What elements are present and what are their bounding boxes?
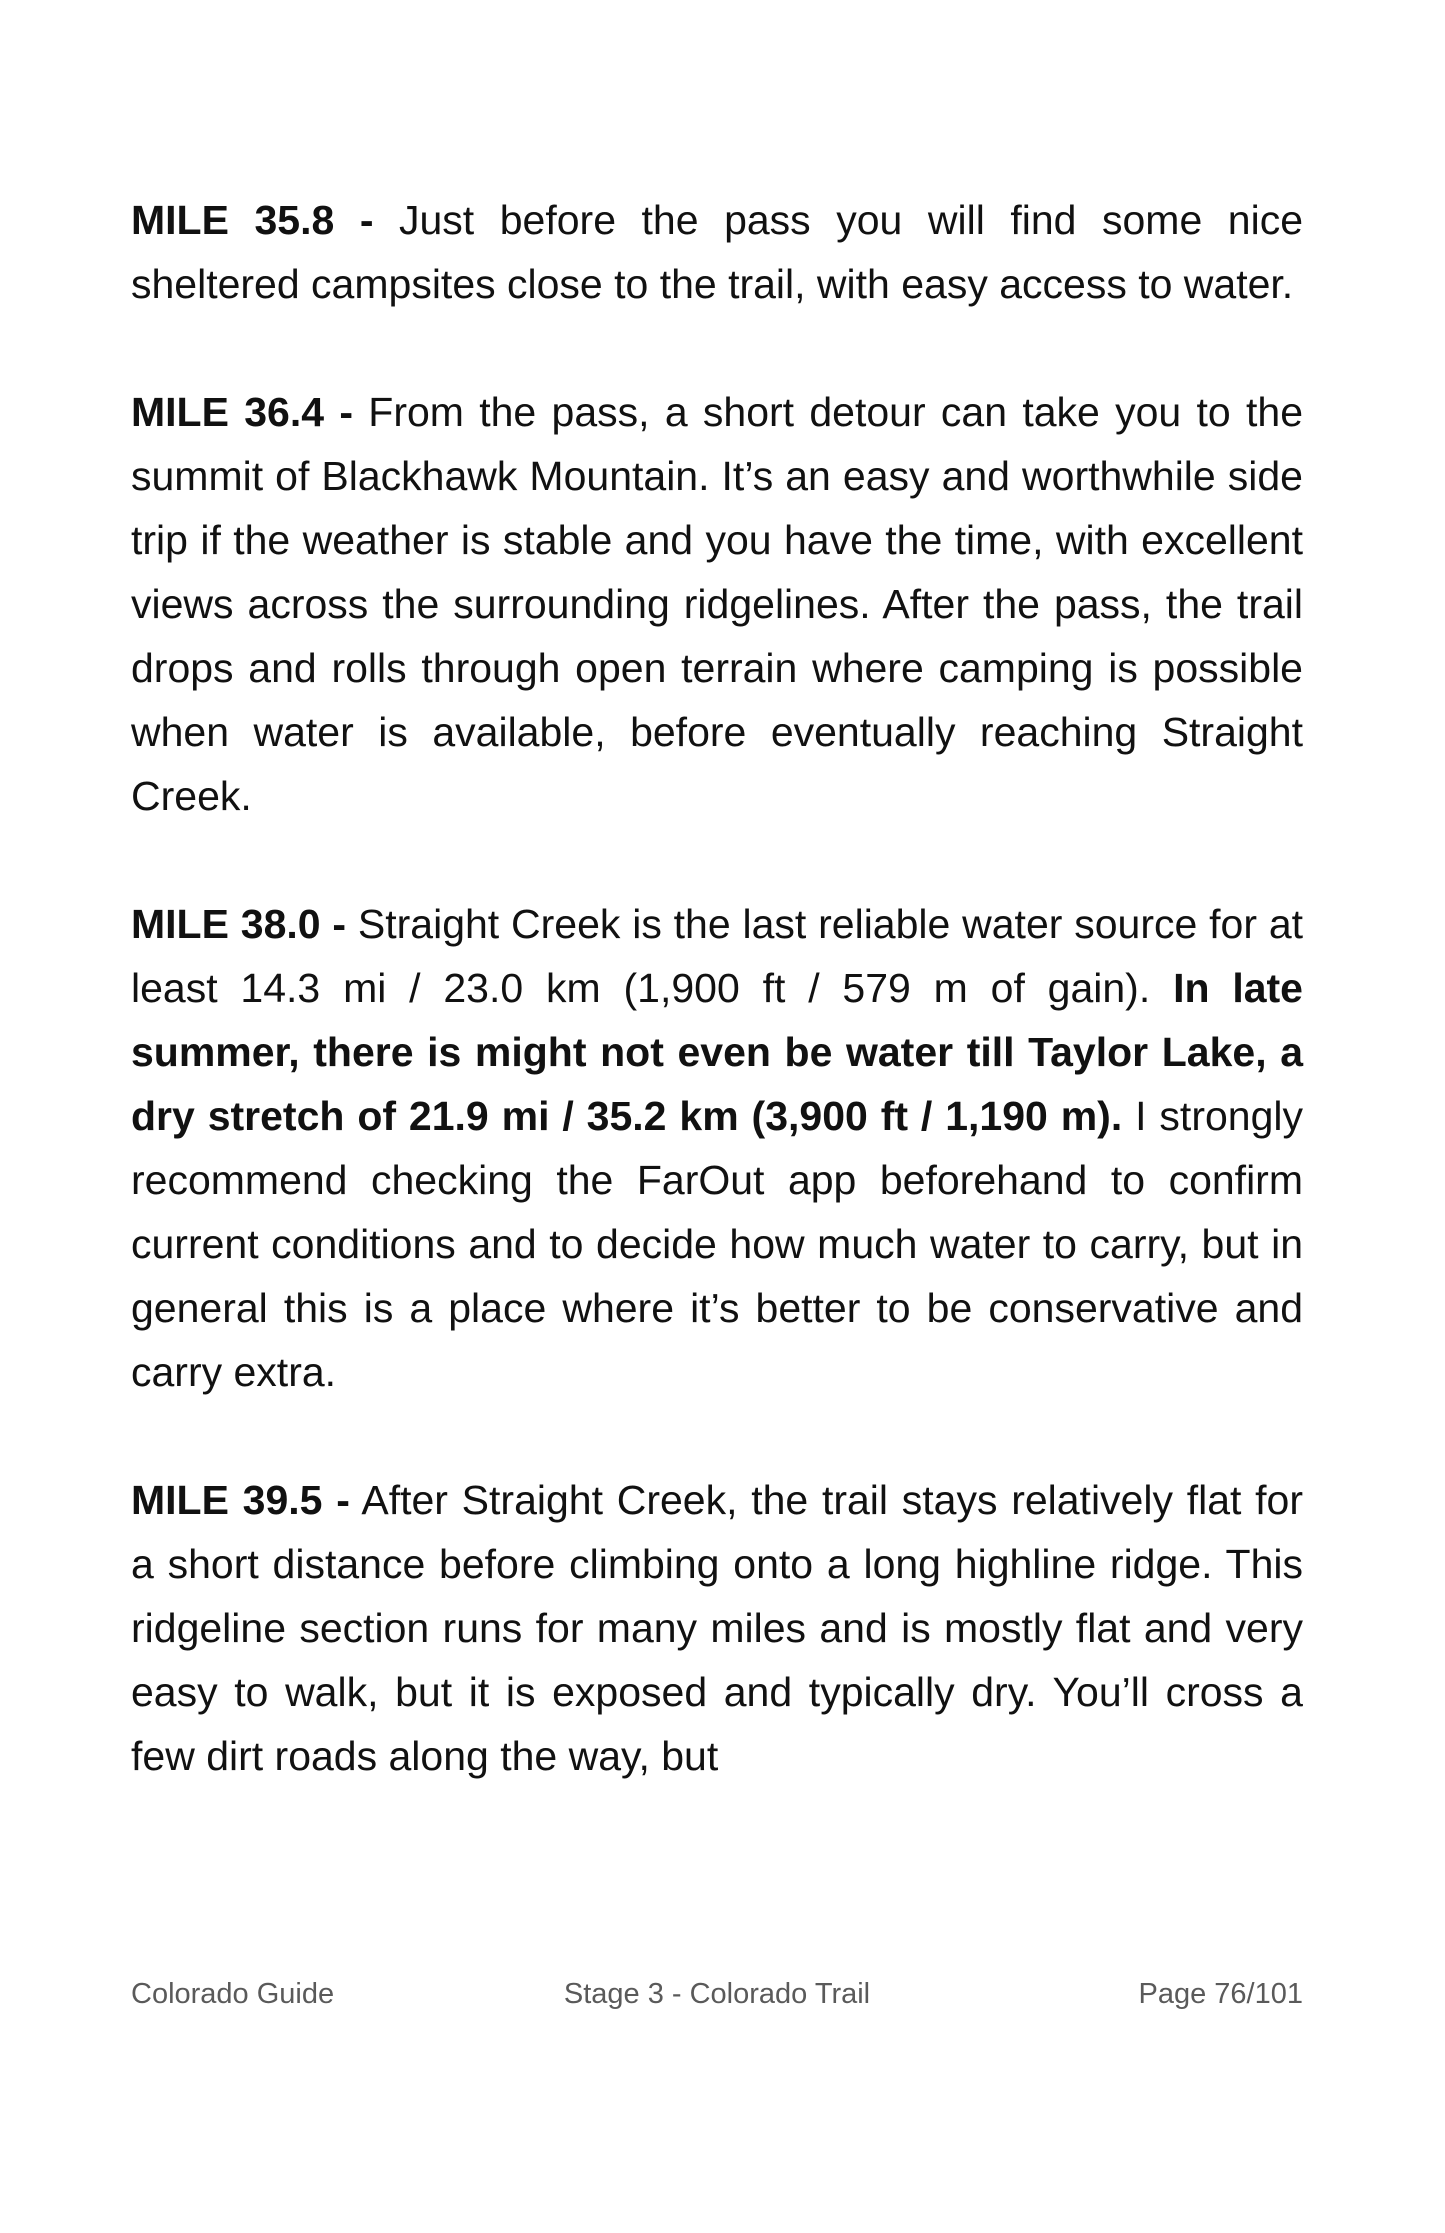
mile-entry-36-4 <box>131 380 1303 828</box>
mile-marker: MILE 39.5 - <box>131 1477 350 1523</box>
mile-marker: MILE 38.0 - <box>131 901 347 947</box>
mile-marker: MILE 36.4 - <box>131 389 353 435</box>
mile-entry-38-0 <box>131 892 1303 1404</box>
page-content <box>131 188 1303 1852</box>
entry-text: Straight Creek is the last reliable water source for at least 14.3 mi / 23.0 km (1,900 ft / 579 m of gain). <box>131 901 1304 1011</box>
mile-entry-39-5 <box>131 1468 1303 1788</box>
footer-page-number: Page 76/101 <box>1138 1978 1303 2010</box>
page-footer <box>131 1978 1303 2018</box>
entry-text: Just before the pass you will find some nice sheltered campsites close to the trail, with easy access to water. <box>131 197 1303 307</box>
mile-entry-35-8 <box>131 188 1303 316</box>
entry-text-after: I strongly recommend checking the FarOut app beforehand to confirm current conditions and to decide how much water to carry, but in general this is a place where it’s better to be conservative and carry extra. <box>131 1093 1303 1395</box>
mile-marker: MILE 35.8 - <box>131 197 374 243</box>
dry-stretch-warning: In late summer, there is might not even be water till Taylor Lake, a dry stretch of 21.9 mi / 35.2 km (3,900 ft / 1,190 m). <box>131 965 1303 1139</box>
entry-text: From the pass, a short detour can take you to the summit of Blackhawk Mountain. It’s an easy and worthwhile side trip if the weather is stable and you have the time, with excellent views across the surrounding ridgelines. After the pass, the trail drops and rolls through open terrain where camping is possible when water is available, before eventually reaching Straight Creek. <box>131 389 1303 819</box>
footer-stage-title: Stage 3 - Colorado Trail <box>563 1978 871 2010</box>
footer-guide-title: Colorado Guide <box>131 1978 335 2010</box>
entry-text: After Straight Creek, the trail stays relatively flat for a short distance before climbing onto a long highline ridge. This ridgeline section runs for many miles and is mostly flat and very easy to walk, but it is exposed and typically dry. You’ll cross a few dirt roads along the way, but <box>131 1477 1303 1779</box>
